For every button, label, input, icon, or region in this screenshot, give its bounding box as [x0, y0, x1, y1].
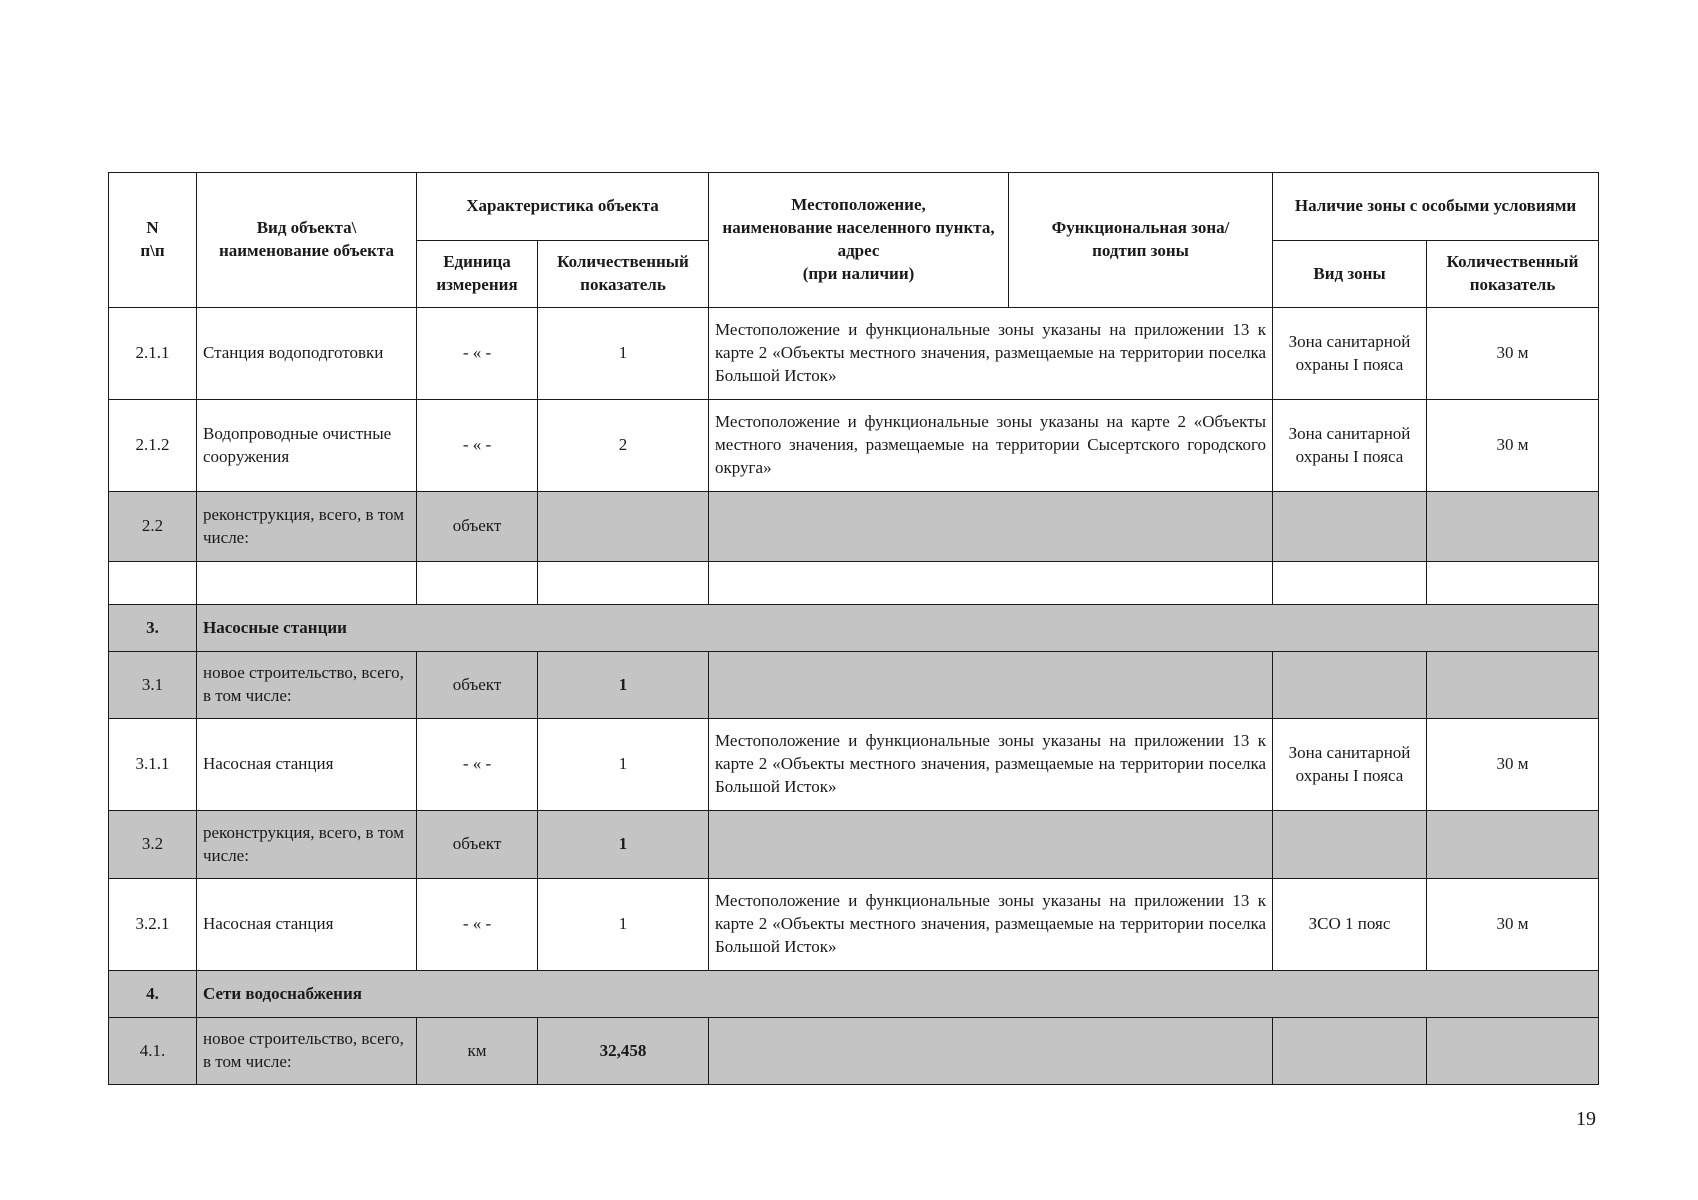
cell-unit: объект: [417, 811, 538, 879]
table-row: [109, 308, 1599, 400]
cell-unit: - « -: [417, 308, 538, 400]
cell-location: [709, 652, 1273, 719]
cell-name: Насосная станция: [197, 719, 417, 811]
cell-num: 2.2: [109, 492, 197, 562]
cell-zone-qty: [1427, 652, 1599, 719]
table-row: [109, 811, 1599, 879]
header-num: N п\п: [109, 173, 197, 308]
header-location: Местоположение, наименование населенного пункта, адрес (при наличии): [709, 173, 1009, 308]
cell-name: Насосная станция: [197, 879, 417, 971]
section-title: Сети водоснабжения: [197, 971, 1599, 1018]
header-zone-type: Вид зоны: [1273, 241, 1427, 308]
cell-location: Местоположение и функциональные зоны указаны на приложении 13 к карте 2 «Объекты местного значения, размещаемые на территории поселка Большой Исток»: [709, 879, 1273, 971]
cell-location: [709, 1018, 1273, 1085]
cell-location: Местоположение и функциональные зоны указаны на приложении 13 к карте 2 «Объекты местного значения, размещаемые на территории поселка Большой Исток»: [709, 719, 1273, 811]
cell-qty: 32,458: [538, 1018, 709, 1085]
cell-zone-type: Зона санитарной охраны I пояса: [1273, 400, 1427, 492]
cell-zone-type: [1273, 652, 1427, 719]
header-unit: Единица измерения: [417, 241, 538, 308]
cell-unit: - « -: [417, 400, 538, 492]
cell-name: реконструкция, всего, в том числе:: [197, 811, 417, 879]
page-number: 19: [1576, 1108, 1596, 1130]
cell-empty: [1427, 562, 1599, 605]
cell-location: [709, 492, 1273, 562]
cell-qty: [538, 492, 709, 562]
objects-table: [108, 172, 1599, 1085]
cell-zone-qty: 30 м: [1427, 879, 1599, 971]
cell-num: 3.1.1: [109, 719, 197, 811]
cell-zone-qty: [1427, 1018, 1599, 1085]
cell-qty: 1: [538, 811, 709, 879]
cell-qty: 1: [538, 719, 709, 811]
cell-zone-type: [1273, 492, 1427, 562]
cell-zone-type: Зона санитарной охраны I пояса: [1273, 308, 1427, 400]
header-name: Вид объекта\ наименование объекта: [197, 173, 417, 308]
cell-location: Местоположение и функциональные зоны указаны на карте 2 «Объекты местного значения, размещаемые на территории Сысертского городского округа»: [709, 400, 1273, 492]
cell-name: Станция водоподготовки: [197, 308, 417, 400]
cell-empty: [197, 562, 417, 605]
cell-empty: [1273, 562, 1427, 605]
table-row: [109, 400, 1599, 492]
section-title: Насосные станции: [197, 605, 1599, 652]
cell-num: 3.2: [109, 811, 197, 879]
section-row: [109, 605, 1599, 652]
header-qty: Количественный показатель: [538, 241, 709, 308]
header-zone-group: Наличие зоны с особыми условиями: [1273, 173, 1599, 241]
cell-unit: - « -: [417, 719, 538, 811]
header-zone-qty: Количественный показатель: [1427, 241, 1599, 308]
cell-qty: 1: [538, 308, 709, 400]
cell-name: новое строительство, всего, в том числе:: [197, 1018, 417, 1085]
cell-zone-qty: 30 м: [1427, 400, 1599, 492]
cell-num: 3.1: [109, 652, 197, 719]
cell-qty: 1: [538, 879, 709, 971]
cell-zone-qty: 30 м: [1427, 719, 1599, 811]
cell-zone-type: [1273, 811, 1427, 879]
cell-location: [709, 811, 1273, 879]
cell-zone-type: Зона санитарной охраны I пояса: [1273, 719, 1427, 811]
cell-zone-qty: [1427, 492, 1599, 562]
cell-qty: 2: [538, 400, 709, 492]
cell-zone-type: ЗСО 1 пояс: [1273, 879, 1427, 971]
cell-unit: объект: [417, 492, 538, 562]
section-num: 4.: [109, 971, 197, 1018]
cell-zone-qty: 30 м: [1427, 308, 1599, 400]
table-row: [109, 719, 1599, 811]
section-num: 3.: [109, 605, 197, 652]
cell-num: 2.1.1: [109, 308, 197, 400]
cell-empty: [417, 562, 538, 605]
table-row: [109, 652, 1599, 719]
section-row: [109, 971, 1599, 1018]
cell-unit: - « -: [417, 879, 538, 971]
cell-num: 3.2.1: [109, 879, 197, 971]
cell-num: 2.1.2: [109, 400, 197, 492]
cell-qty: 1: [538, 652, 709, 719]
header-functional-zone: Функциональная зона/ подтип зоны: [1009, 173, 1273, 308]
table-row: [109, 879, 1599, 971]
cell-location: Местоположение и функциональные зоны указаны на приложении 13 к карте 2 «Объекты местного значения, размещаемые на территории поселка Большой Исток»: [709, 308, 1273, 400]
cell-empty: [109, 562, 197, 605]
cell-name: Водопроводные очистные сооружения: [197, 400, 417, 492]
header-characteristic: Характеристика объекта: [417, 173, 709, 241]
cell-name: реконструкция, всего, в том числе:: [197, 492, 417, 562]
table-row: [109, 492, 1599, 562]
cell-name: новое строительство, всего, в том числе:: [197, 652, 417, 719]
cell-zone-type: [1273, 1018, 1427, 1085]
header-row-1: [109, 173, 1599, 241]
cell-unit: объект: [417, 652, 538, 719]
cell-empty: [709, 562, 1273, 605]
cell-empty: [538, 562, 709, 605]
table-row: [109, 1018, 1599, 1085]
cell-zone-qty: [1427, 811, 1599, 879]
table-row-empty: [109, 562, 1599, 605]
cell-num: 4.1.: [109, 1018, 197, 1085]
cell-unit: км: [417, 1018, 538, 1085]
